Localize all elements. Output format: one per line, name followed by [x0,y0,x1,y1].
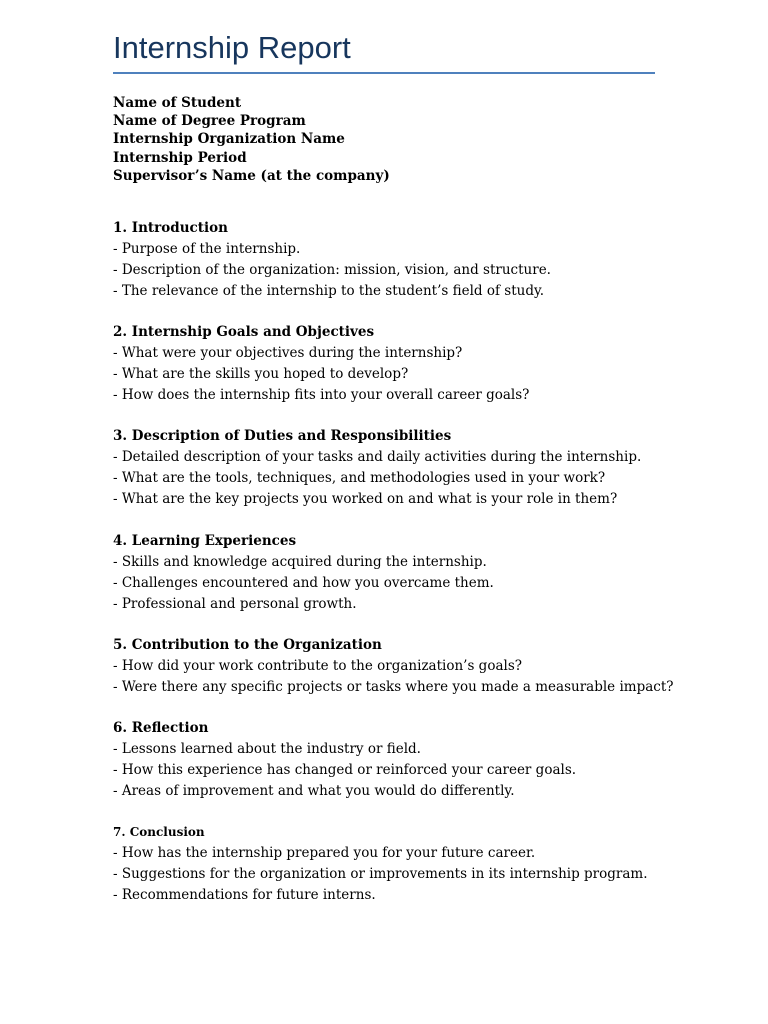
section-heading: 4. Learning Experiences [113,533,297,549]
section-items [113,843,647,905]
list-item: - Suggestions for the organization or improvements in its internship program. [113,865,648,882]
list-item: - How does the internship fits into your overall career goals? [113,386,530,403]
document-title: Internship Report [113,30,351,65]
list-item: - Were there any specific projects or tasks where you made a measurable impact? [113,678,674,695]
list-item: - Professional and personal growth. [113,595,357,612]
list-item: - What are the tools, techniques, and methodologies used in your work? [113,469,606,486]
field-student-name: Name of Student [113,95,242,111]
field-degree-program: Name of Degree Program [113,113,306,130]
list-item: - Areas of improvement and what you would do differently. [113,782,515,799]
section-items [113,656,674,698]
list-item: - What are the skills you hoped to develop? [113,365,409,382]
section-heading: 7. Conclusion [113,825,205,839]
list-item: - How has the internship prepared you for your future career. [113,845,536,861]
list-item: - Lessons learned about the industry or field. [113,741,421,757]
section-items [113,343,529,405]
list-item: - What are the key projects you worked on and what is your role in them? [113,490,618,507]
section-contribution [113,635,674,698]
section-heading: 3. Description of Duties and Responsibilities [113,428,452,444]
field-organization-name: Internship Organization Name [113,131,345,148]
section-items [113,447,641,509]
section-goals-objectives [113,322,529,405]
list-item: - What were your objectives during the internship? [113,345,463,361]
list-item: - Purpose of the internship. [113,241,301,257]
list-item: - Detailed description of your tasks and daily activities during the internship. [113,449,642,465]
list-item: - The relevance of the internship to the student’s field of study. [113,282,545,299]
section-heading: 5. Contribution to the Organization [113,637,382,653]
section-heading: 1. Introduction [113,220,228,236]
report-info-fields [113,94,390,185]
section-heading: 6. Reflection [113,720,209,736]
section-duties-responsibilities [113,426,641,509]
list-item: - How did your work contribute to the organization’s goals? [113,658,522,674]
section-heading: 2. Internship Goals and Objectives [113,324,375,340]
list-item: - Description of the organization: mission, vision, and structure. [113,261,551,278]
title-underline [113,72,655,74]
list-item: - How this experience has changed or reinforced your career goals. [113,761,577,778]
section-reflection [113,718,576,801]
list-item: - Skills and knowledge acquired during the internship. [113,554,487,570]
section-items [113,552,494,614]
section-introduction [113,218,551,301]
list-item: - Recommendations for future interns. [113,886,376,903]
list-item: - Challenges encountered and how you overcame them. [113,574,494,591]
section-items [113,739,576,801]
field-internship-period: Internship Period [113,149,247,166]
section-items [113,239,551,301]
section-learning-experiences [113,531,494,614]
field-supervisor-name: Supervisor’s Name (at the company) [113,167,390,184]
section-conclusion [113,822,647,905]
